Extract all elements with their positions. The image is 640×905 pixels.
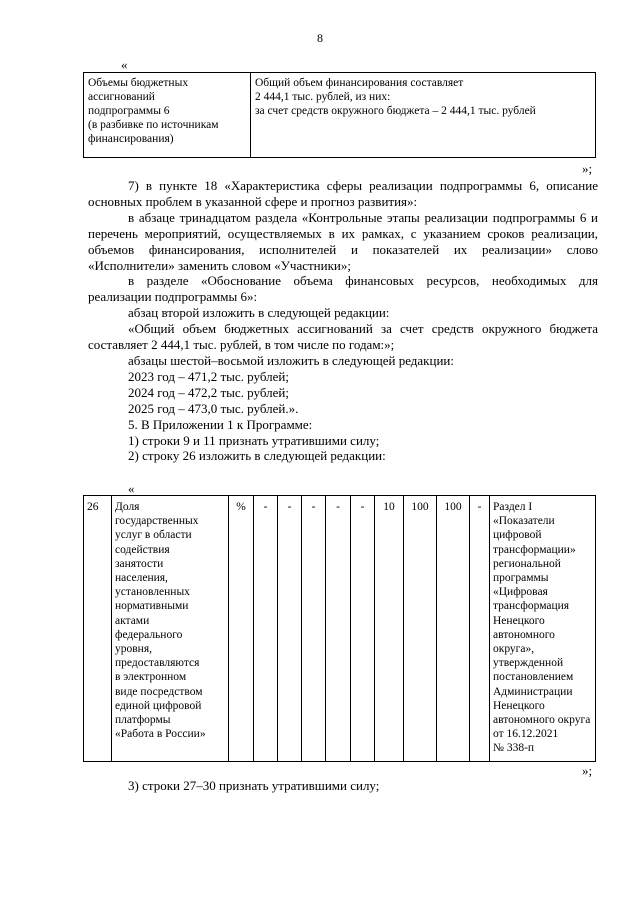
- cell-text-line: за счет средств окружного бюджета – 2 444,1 тыс. рублей: [255, 105, 536, 117]
- cell-text-line: Доля: [115, 501, 140, 513]
- cell-text-line: платформы: [115, 714, 171, 727]
- paragraph-thirteenth-abzac: в абзаце тринадцатом раздела «Контрольные этапы реализации подпрограммы 6 и перечень мероприятий, осуществляемых в их рамках, с указанием сроков реализации, объемов финансирования, исполнителей и показателей их реализации» слово «Исполнители» заменить словом «Участники»;: [88, 209, 598, 273]
- cell-text-line: Объемы бюджетных: [88, 77, 189, 89]
- indicator-table: [83, 495, 596, 762]
- close-quote-1: »;: [582, 161, 593, 176]
- value-cell: -: [302, 496, 326, 762]
- cell-text-line: населения,: [115, 572, 168, 585]
- value-cell: -: [278, 496, 302, 762]
- paragraph-appendix-1: 5. В Приложении 1 к Программе:: [128, 416, 313, 432]
- paragraph-year-2025: 2025 год – 473,0 тыс. рублей.».: [128, 400, 299, 416]
- cell-text-line: нормативными: [115, 600, 189, 613]
- cell-text-line: установленных: [115, 586, 190, 599]
- cell-text-line: в электронном: [115, 671, 187, 684]
- cell-text-line: 2 444,1 тыс. рублей, из них:: [255, 91, 391, 103]
- cell-text-line: ассигнований: [88, 91, 155, 103]
- cell-text-line: федерального: [115, 628, 183, 641]
- unit-cell: %: [229, 496, 254, 762]
- budget-table-label-cell: [84, 73, 251, 158]
- cell-text-line: актами: [115, 614, 150, 627]
- cell-text-line: № 338-п: [493, 742, 535, 755]
- cell-text-line: автономного округа: [493, 714, 591, 727]
- cell-text-line: государственных: [115, 515, 199, 528]
- cell-text-line: Администрации: [493, 685, 573, 698]
- cell-text-line: цифровой: [493, 529, 542, 542]
- cell-text-line: подпрограммы 6: [88, 105, 170, 117]
- paragraph-rows-27-30: 3) строки 27–30 признать утратившими силу;: [128, 778, 380, 793]
- paragraph-financing-section: в разделе «Обоснование объема финансовых ресурсов, необходимых для реализации подпрограммы 6»:: [88, 273, 598, 305]
- cell-text-line: от 16.12.2021: [493, 728, 559, 741]
- value-cell: -: [254, 496, 278, 762]
- cell-text-line: Ненецкого: [493, 699, 545, 712]
- close-quote-2: »;: [582, 763, 593, 778]
- paragraph-item-7: 7) в пункте 18 «Характеристика сферы реализации подпрограммы 6, описание основных проблем в указанной сфере и прогноз развития»:: [88, 178, 598, 209]
- budget-table: [83, 72, 596, 158]
- cell-text-line: Общий объем финансирования составляет: [255, 77, 464, 89]
- paragraph-second-abzac: абзац второй изложить в следующей редакции:: [128, 305, 390, 321]
- paragraph-year-2024: 2024 год – 472,2 тыс. рублей;: [128, 384, 289, 400]
- cell-text-line: предоставляются: [115, 657, 200, 670]
- table-row: [84, 73, 596, 158]
- value-cell: 100: [404, 496, 437, 762]
- cell-text-line: утвержденной: [493, 657, 564, 670]
- table-row: [84, 496, 596, 762]
- cell-text-line: Ненецкого: [493, 614, 545, 627]
- value-cell: -: [351, 496, 375, 762]
- open-quote-2: «: [128, 481, 135, 496]
- cell-text-line: услуг в области: [115, 529, 192, 542]
- paragraph-year-2023: 2023 год – 471,2 тыс. рублей;: [128, 368, 289, 384]
- page-number: 8: [317, 31, 323, 45]
- indicator-name-cell: [112, 496, 229, 762]
- cell-text-line: «Цифровая: [493, 586, 548, 599]
- cell-text-line: финансирования): [88, 133, 174, 145]
- cell-text-line: уровня,: [115, 643, 152, 656]
- amendment-text: [88, 178, 598, 464]
- paragraph-sixth-eighth: абзацы шестой–восьмой изложить в следующей редакции:: [128, 352, 454, 368]
- value-cell: -: [470, 496, 490, 762]
- cell-text-line: региональной: [493, 557, 561, 570]
- source-cell: [490, 496, 596, 762]
- cell-text-line: виде посредством: [115, 685, 203, 698]
- paragraph-rows-9-11: 1) строки 9 и 11 признать утратившими силу;: [128, 432, 380, 448]
- value-cell: 10: [375, 496, 404, 762]
- cell-text-line: содействия: [115, 543, 170, 556]
- paragraph-total-volume: «Общий объем бюджетных ассигнований за счет средств окружного бюджета составляет 2 444,1 тыс. рублей, в том числе по годам:»;: [88, 321, 598, 353]
- cell-text-line: постановлением: [493, 671, 574, 684]
- cell-text-line: Раздел I «Показатели: [493, 501, 555, 528]
- cell-text-line: (в разбивке по источникам: [88, 119, 219, 131]
- open-quote-1: «: [121, 57, 128, 72]
- cell-text-line: автономного округа»,: [493, 628, 555, 656]
- cell-text-line: программы: [493, 572, 549, 585]
- cell-text-line: трансформация: [493, 600, 570, 613]
- cell-text-line: «Работа в России»: [115, 728, 206, 741]
- budget-table-value-cell: [251, 73, 596, 158]
- value-cell: -: [326, 496, 351, 762]
- cell-text-line: занятости: [115, 557, 164, 570]
- value-cell: 100: [437, 496, 470, 762]
- cell-text-line: трансформации»: [493, 543, 576, 556]
- row-number-cell: 26: [84, 496, 112, 762]
- paragraph-row-26: 2) строку 26 изложить в следующей редакции:: [128, 448, 386, 464]
- cell-text-line: единой цифровой: [115, 699, 202, 712]
